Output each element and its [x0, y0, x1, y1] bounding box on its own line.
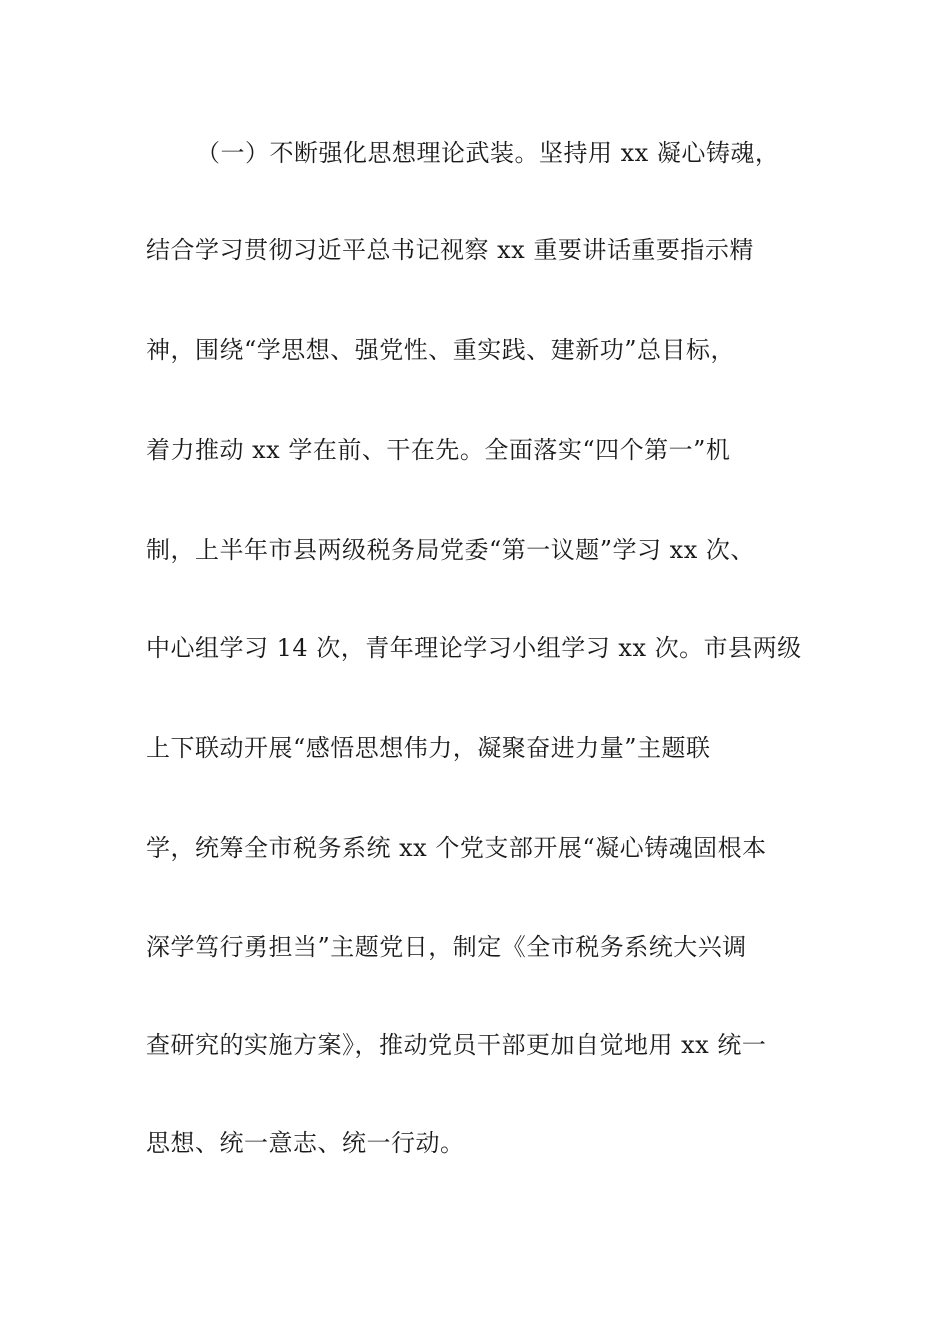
paragraph-line: 学，统筹全市税务系统 xx 个党支部开展“凝心铸魂固根本	[146, 834, 767, 862]
paragraph-line: （一）不断强化思想理论武装。坚持用 xx 凝心铸魂，	[196, 139, 780, 167]
paragraph-line: 中心组学习 14 次，青年理论学习小组学习 xx 次。市县两级	[146, 634, 802, 662]
paragraph-line: 结合学习贯彻习近平总书记视察 xx 重要讲话重要指示精	[146, 236, 754, 264]
paragraph-line: 思想、统一意志、统一行动。	[146, 1129, 465, 1157]
paragraph-line: 着力推动 xx 学在前、干在先。全面落实“四个第一”机	[146, 436, 731, 464]
paragraph-line: 制，上半年市县两级税务局党委“第一议题”学习 xx 次、	[146, 536, 755, 564]
paragraph-line: 查研究的实施方案》，推动党员干部更加自觉地用 xx 统一	[146, 1031, 767, 1059]
paragraph-line: 深学笃行勇担当”主题党日，制定《全市税务系统大兴调	[146, 933, 747, 961]
paragraph-line: 上下联动开展“感悟思想伟力，凝聚奋进力量”主题联	[146, 734, 711, 762]
paragraph-line: 神，围绕“学思想、强党性、重实践、建新功”总目标，	[146, 336, 736, 364]
